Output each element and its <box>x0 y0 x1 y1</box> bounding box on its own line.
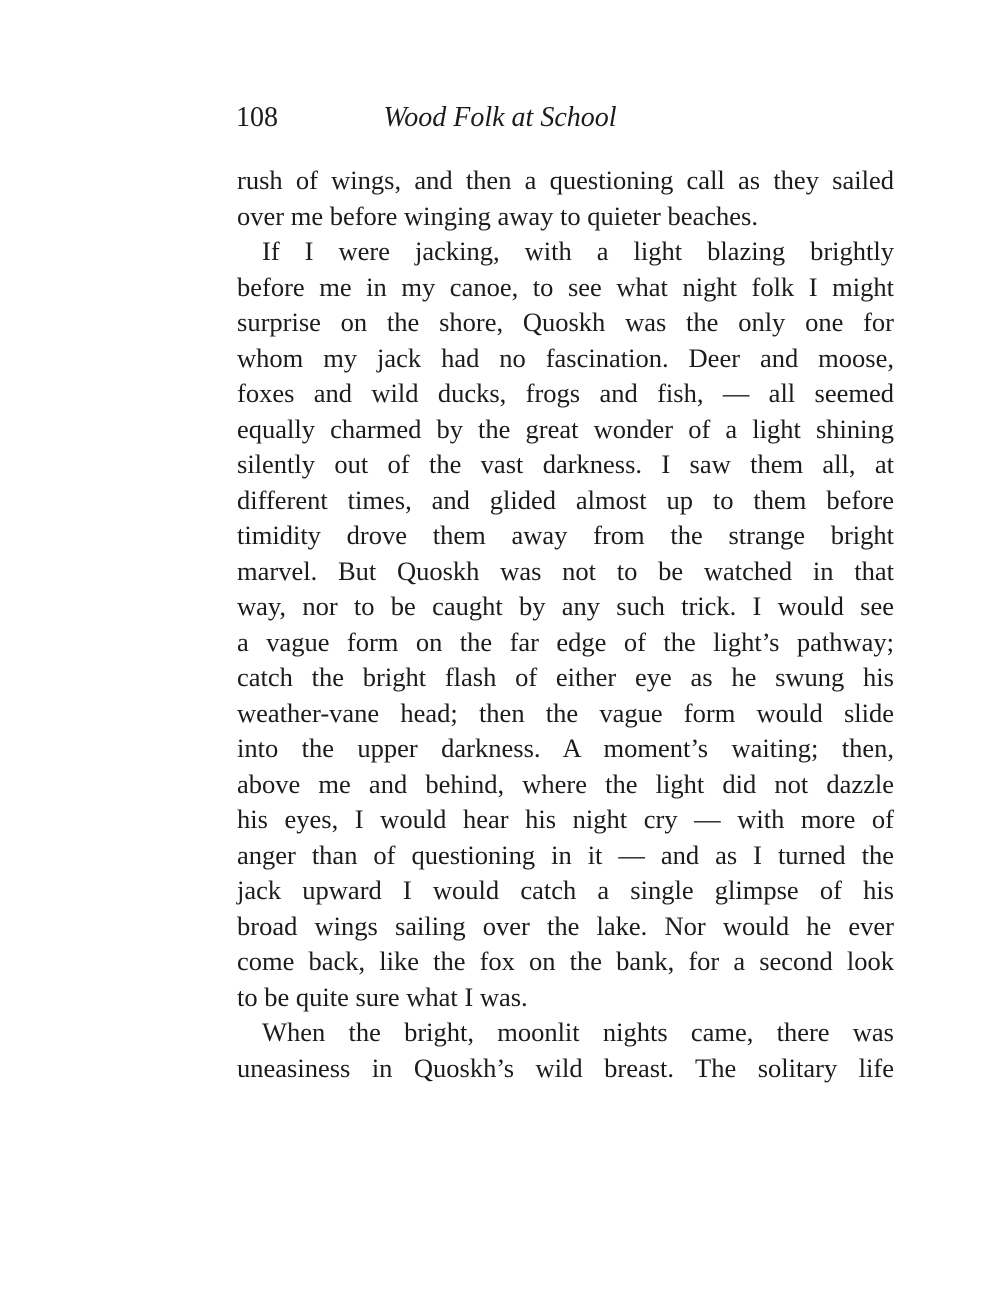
text-line: anger than of questioning in it — and as I turned the <box>237 839 894 870</box>
text-line: uneasiness in Quoskh’s wild breast. The solitary life <box>237 1052 894 1083</box>
text-line: whom my jack had no fascination. Deer and moose, <box>237 342 894 373</box>
text-line: different times, and glided almost up to them before <box>237 484 894 515</box>
text-line: marvel. But Quoskh was not to be watched in that <box>237 555 894 586</box>
text-line: to be quite sure what I was. <box>237 981 528 1012</box>
text-line: When the bright, moonlit nights came, there was <box>262 1017 894 1047</box>
body-text <box>237 163 894 1086</box>
text-line: foxes and wild ducks, frogs and fish, — all seemed <box>237 378 894 408</box>
text-line: into the upper darkness. A moment’s waiting; then, <box>237 733 894 763</box>
text-line: his eyes, I would hear his night cry — with more of <box>237 804 894 834</box>
text-line: before me in my canoe, to see what night folk I might <box>237 271 894 302</box>
text-line: jack upward I would catch a single glimpse of his <box>237 875 894 905</box>
running-title: Wood Folk at School <box>383 102 617 133</box>
text-line: catch the bright flash of either eye as he swung his <box>237 662 894 692</box>
page-number: 108 <box>236 102 278 133</box>
text-line: timidity drove them away from the strange bright <box>237 520 894 550</box>
text-line: rush of wings, and then a questioning call as they sailed <box>237 165 894 195</box>
text-line: come back, like the fox on the bank, for a second look <box>237 946 894 976</box>
text-line: equally charmed by the great wonder of a light shining <box>237 413 894 444</box>
text-line: a vague form on the far edge of the light’s pathway; <box>237 626 894 657</box>
text-line: weather-vane head; then the vague form would slide <box>237 697 894 728</box>
text-line: If I were jacking, with a light blazing brightly <box>262 236 894 266</box>
text-line: surprise on the shore, Quoskh was the only one for <box>237 307 894 337</box>
text-line: broad wings sailing over the lake. Nor would he ever <box>237 910 894 941</box>
text-line: above me and behind, where the light did not dazzle <box>237 768 894 799</box>
text-line: silently out of the vast darkness. I saw them all, at <box>237 449 894 479</box>
text-line: over me before winging away to quieter beaches. <box>237 200 758 231</box>
text-line: way, nor to be caught by any such trick. I would see <box>237 591 894 621</box>
